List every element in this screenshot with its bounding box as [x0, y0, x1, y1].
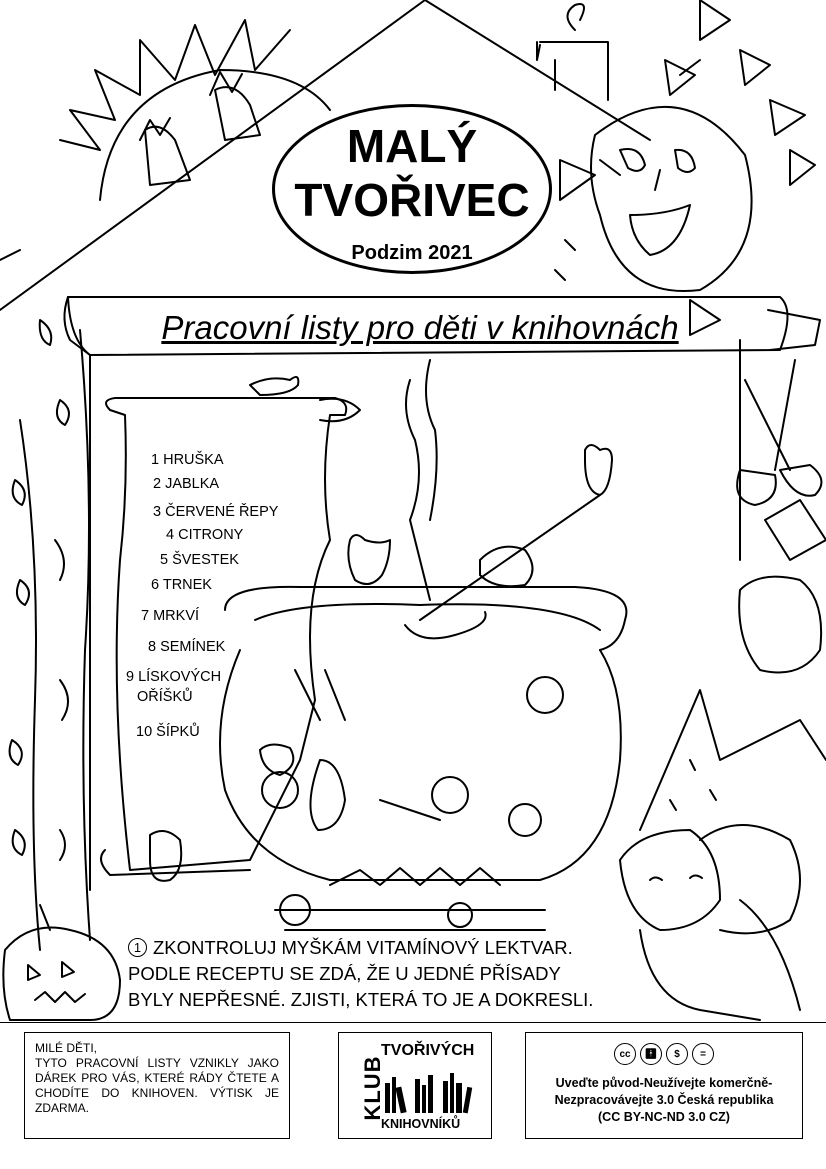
- kite-face: [560, 0, 815, 335]
- footer-divider: [0, 1022, 826, 1023]
- noderivatives-icon: =: [692, 1043, 714, 1065]
- note-greeting: MILÉ DĚTI,: [35, 1041, 98, 1055]
- recipe-item: 10 ŠÍPKŮ: [136, 724, 200, 740]
- recipe-item: 7 MRKVÍ: [141, 608, 200, 624]
- recipe-item: 4 CITRONY: [166, 527, 244, 543]
- task-line2: PODLE RECEPTU SE ZDÁ, ŽE U JEDNÉ PŘÍSADY: [128, 963, 561, 984]
- club-logo-bottom-text: KNIHOVNÍKŮ: [381, 1117, 461, 1131]
- pumpkin-illustration: [3, 905, 120, 1020]
- club-logo-top-text: TVOŘIVÝCH: [381, 1042, 475, 1059]
- task-line1: ZKONTROLUJ MYŠKÁM VITAMÍNOVÝ LEKTVAR.: [153, 937, 573, 958]
- task-line: [128, 935, 593, 961]
- magazine-title-line2: TVOŘIVEC: [294, 174, 530, 226]
- license-icons: [526, 1043, 802, 1065]
- issue-season: Podzim 2021: [351, 242, 473, 264]
- title-oval: [272, 104, 552, 274]
- autumn-tree: [10, 320, 90, 950]
- cauldron-illustration: [220, 360, 626, 930]
- craft-tools: [737, 360, 826, 673]
- license-box: [525, 1032, 803, 1139]
- books-icon: [381, 1069, 485, 1115]
- witch-children: [620, 690, 826, 1020]
- note-box: [24, 1032, 290, 1139]
- recipe-item: OŘÍŠKŮ: [137, 689, 193, 705]
- magazine-title-line1: MALÝ: [346, 120, 478, 172]
- club-logo-side-text: KLUB: [360, 1055, 385, 1121]
- task-line3: BYLY NEPŘESNÉ. ZJISTI, KTERÁ TO JE A DOKRESLI.: [128, 989, 594, 1010]
- attribution-icon: 🚹︎: [640, 1043, 662, 1065]
- recipe-item: 8 SEMÍNEK: [148, 639, 226, 655]
- recipe-item: 3 ČERVENÉ ŘEPY: [153, 504, 279, 520]
- license-line2: Nezpracovávejte 3.0 Česká republika: [554, 1093, 774, 1107]
- recipe-item: 6 TRNEK: [151, 577, 212, 593]
- banner-subtitle: Pracovní listy pro děti v knihovnách: [161, 309, 679, 346]
- note-body: TYTO PRACOVNÍ LISTY VZNIKLY JAKO DÁREK PRO VÁS, KTERÉ RÁDY ČTETE A CHODÍTE DO KNIHOVEN. VÝTISK JE ZDARMA.: [35, 1056, 279, 1115]
- club-logo: [338, 1032, 492, 1139]
- task-instructions: [128, 935, 593, 1013]
- license-text: [526, 1075, 802, 1126]
- recipe-item: 1 HRUŠKA: [151, 452, 224, 468]
- license-line3: (CC BY-NC-ND 3.0 CZ): [598, 1110, 730, 1124]
- recipe-item: 9 LÍSKOVÝCH: [126, 669, 222, 685]
- license-line1: Uveďte původ-Neužívejte komerčně-: [555, 1076, 773, 1090]
- noncommercial-icon: $: [666, 1043, 688, 1065]
- recipe-item: 5 ŠVESTEK: [160, 552, 239, 568]
- recipe-item: 2 JABLKA: [153, 476, 220, 492]
- task-number: 1: [128, 938, 147, 957]
- cc-icon: cc: [614, 1043, 636, 1065]
